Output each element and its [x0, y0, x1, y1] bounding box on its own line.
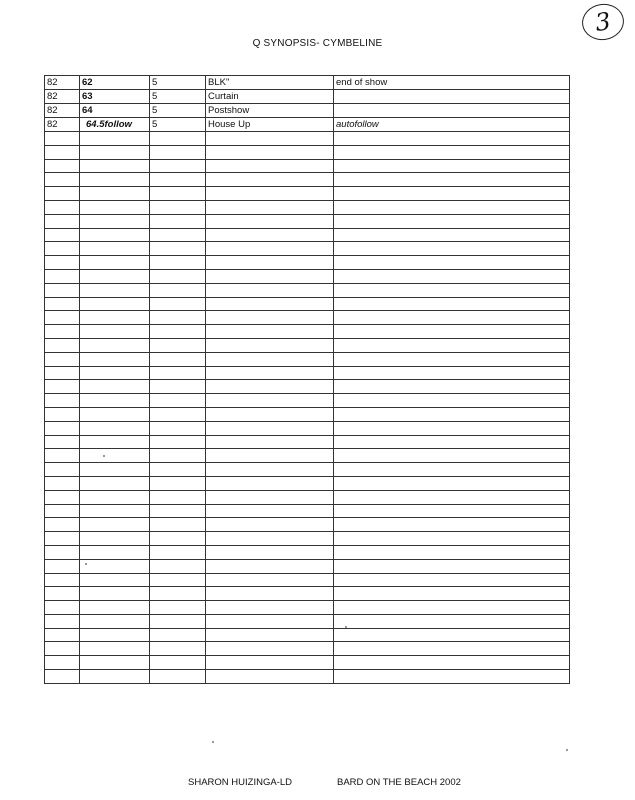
empty-cell	[80, 545, 150, 559]
empty-table-row	[45, 421, 570, 435]
empty-cell	[334, 394, 570, 408]
empty-cell	[334, 545, 570, 559]
empty-cell	[80, 518, 150, 532]
empty-cell	[150, 366, 206, 380]
empty-cell	[334, 145, 570, 159]
empty-cell	[80, 132, 150, 146]
empty-cell	[150, 407, 206, 421]
empty-table-row	[45, 269, 570, 283]
empty-cell	[45, 435, 80, 449]
empty-table-row	[45, 159, 570, 173]
cell-cue-number: 62	[80, 76, 150, 90]
empty-table-row	[45, 338, 570, 352]
empty-cell	[206, 145, 334, 159]
empty-cell	[80, 573, 150, 587]
empty-cell	[206, 587, 334, 601]
empty-cell	[45, 187, 80, 201]
empty-cell	[80, 366, 150, 380]
empty-cell	[150, 394, 206, 408]
empty-table-row	[45, 656, 570, 670]
empty-cell	[150, 463, 206, 477]
empty-cell	[334, 601, 570, 615]
empty-cell	[334, 490, 570, 504]
empty-cell	[80, 463, 150, 477]
empty-table-row	[45, 642, 570, 656]
empty-cell	[334, 421, 570, 435]
empty-cell	[80, 256, 150, 270]
empty-table-row	[45, 559, 570, 573]
empty-table-row	[45, 670, 570, 684]
empty-cell	[80, 214, 150, 228]
empty-cell	[150, 476, 206, 490]
empty-cell	[80, 656, 150, 670]
empty-cell	[45, 200, 80, 214]
cell-cue-number: 64.5follow	[80, 118, 150, 132]
empty-cell	[80, 269, 150, 283]
table-row	[45, 104, 570, 118]
empty-cell	[150, 338, 206, 352]
empty-cell	[45, 504, 80, 518]
empty-cell	[206, 559, 334, 573]
empty-cell	[334, 407, 570, 421]
empty-table-row	[45, 628, 570, 642]
empty-cell	[80, 228, 150, 242]
empty-cell	[150, 573, 206, 587]
empty-cell	[206, 504, 334, 518]
empty-cell	[45, 476, 80, 490]
empty-cell	[206, 518, 334, 532]
empty-cell	[45, 670, 80, 684]
empty-cell	[206, 187, 334, 201]
empty-cell	[80, 587, 150, 601]
empty-cell	[334, 159, 570, 173]
empty-cell	[80, 601, 150, 615]
empty-cell	[150, 242, 206, 256]
table-row	[45, 118, 570, 132]
empty-cell	[150, 311, 206, 325]
empty-cell	[45, 256, 80, 270]
document-title: Q SYNOPSIS- CYMBELINE	[252, 38, 383, 49]
scan-speck	[212, 741, 214, 743]
empty-cell	[206, 490, 334, 504]
empty-cell	[206, 380, 334, 394]
empty-cell	[334, 532, 570, 546]
empty-cell	[45, 311, 80, 325]
empty-table-row	[45, 380, 570, 394]
empty-table-row	[45, 352, 570, 366]
empty-cell	[150, 504, 206, 518]
empty-cell	[206, 132, 334, 146]
empty-cell	[80, 159, 150, 173]
empty-cell	[45, 642, 80, 656]
empty-cell	[334, 380, 570, 394]
empty-cell	[150, 352, 206, 366]
empty-cell	[80, 559, 150, 573]
empty-cell	[334, 573, 570, 587]
empty-cell	[45, 614, 80, 628]
empty-cell	[334, 559, 570, 573]
empty-cell	[80, 407, 150, 421]
cell-description: House Up	[206, 118, 334, 132]
empty-cell	[80, 490, 150, 504]
empty-cell	[45, 449, 80, 463]
empty-cell	[150, 228, 206, 242]
empty-cell	[150, 518, 206, 532]
cell-time: 5	[150, 90, 206, 104]
empty-cell	[334, 628, 570, 642]
empty-table-row	[45, 242, 570, 256]
empty-table-row	[45, 587, 570, 601]
empty-cell	[334, 132, 570, 146]
empty-cell	[45, 394, 80, 408]
empty-cell	[206, 532, 334, 546]
empty-cell	[150, 435, 206, 449]
empty-cell	[334, 463, 570, 477]
cell-page: 82	[45, 90, 80, 104]
table-row	[45, 76, 570, 90]
empty-cell	[206, 449, 334, 463]
empty-cell	[80, 173, 150, 187]
empty-cell	[45, 628, 80, 642]
empty-table-row	[45, 297, 570, 311]
cue-table-body	[45, 76, 570, 684]
empty-cell	[150, 200, 206, 214]
empty-cell	[206, 338, 334, 352]
empty-cell	[150, 628, 206, 642]
empty-cell	[206, 366, 334, 380]
empty-cell	[334, 587, 570, 601]
empty-cell	[45, 463, 80, 477]
empty-cell	[45, 656, 80, 670]
empty-table-row	[45, 256, 570, 270]
empty-table-row	[45, 518, 570, 532]
empty-cell	[334, 518, 570, 532]
empty-cell	[45, 407, 80, 421]
empty-cell	[334, 656, 570, 670]
empty-cell	[80, 435, 150, 449]
empty-table-row	[45, 200, 570, 214]
empty-cell	[334, 449, 570, 463]
empty-cell	[150, 670, 206, 684]
empty-cell	[150, 642, 206, 656]
empty-table-row	[45, 145, 570, 159]
cell-description: Curtain	[206, 90, 334, 104]
empty-cell	[334, 269, 570, 283]
empty-cell	[45, 490, 80, 504]
cell-description: Postshow	[206, 104, 334, 118]
empty-cell	[206, 242, 334, 256]
empty-cell	[45, 352, 80, 366]
table-row	[45, 90, 570, 104]
empty-cell	[150, 601, 206, 615]
empty-table-row	[45, 532, 570, 546]
empty-table-row	[45, 214, 570, 228]
empty-cell	[45, 421, 80, 435]
empty-cell	[150, 421, 206, 435]
empty-cell	[150, 490, 206, 504]
empty-cell	[206, 311, 334, 325]
empty-table-row	[45, 228, 570, 242]
empty-table-row	[45, 132, 570, 146]
empty-cell	[334, 352, 570, 366]
empty-cell	[80, 325, 150, 339]
empty-cell	[80, 394, 150, 408]
empty-cell	[206, 407, 334, 421]
empty-table-row	[45, 463, 570, 477]
empty-cell	[45, 269, 80, 283]
empty-cell	[80, 670, 150, 684]
empty-cell	[206, 656, 334, 670]
empty-table-row	[45, 601, 570, 615]
empty-cell	[45, 145, 80, 159]
empty-cell	[80, 449, 150, 463]
empty-cell	[150, 187, 206, 201]
empty-cell	[80, 338, 150, 352]
empty-cell	[334, 187, 570, 201]
empty-cell	[45, 159, 80, 173]
empty-cell	[334, 325, 570, 339]
empty-cell	[150, 614, 206, 628]
empty-cell	[334, 504, 570, 518]
empty-cell	[150, 449, 206, 463]
empty-cell	[150, 269, 206, 283]
empty-cell	[150, 145, 206, 159]
empty-cell	[150, 532, 206, 546]
empty-cell	[45, 545, 80, 559]
empty-cell	[150, 283, 206, 297]
empty-cell	[206, 297, 334, 311]
empty-cell	[150, 256, 206, 270]
empty-cell	[150, 297, 206, 311]
empty-table-row	[45, 476, 570, 490]
empty-cell	[206, 214, 334, 228]
empty-table-row	[45, 173, 570, 187]
empty-table-row	[45, 311, 570, 325]
empty-cell	[206, 601, 334, 615]
empty-table-row	[45, 325, 570, 339]
empty-cell	[80, 504, 150, 518]
empty-cell	[45, 338, 80, 352]
cell-note: autofollow	[334, 118, 570, 132]
empty-cell	[334, 173, 570, 187]
empty-table-row	[45, 504, 570, 518]
empty-cell	[80, 476, 150, 490]
empty-table-row	[45, 394, 570, 408]
cell-page: 82	[45, 104, 80, 118]
empty-cell	[45, 283, 80, 297]
empty-table-row	[45, 435, 570, 449]
empty-cell	[206, 421, 334, 435]
empty-cell	[45, 559, 80, 573]
empty-cell	[206, 545, 334, 559]
empty-cell	[80, 283, 150, 297]
empty-cell	[334, 200, 570, 214]
cell-time: 5	[150, 104, 206, 118]
cell-note: end of show	[334, 76, 570, 90]
empty-cell	[80, 380, 150, 394]
empty-cell	[150, 132, 206, 146]
empty-cell	[45, 297, 80, 311]
empty-cell	[206, 269, 334, 283]
empty-cell	[80, 421, 150, 435]
empty-cell	[334, 311, 570, 325]
empty-cell	[206, 228, 334, 242]
empty-cell	[206, 463, 334, 477]
cell-cue-number: 64	[80, 104, 150, 118]
empty-cell	[334, 256, 570, 270]
empty-table-row	[45, 449, 570, 463]
empty-cell	[45, 587, 80, 601]
empty-cell	[206, 670, 334, 684]
empty-cell	[334, 642, 570, 656]
scan-speck	[103, 455, 105, 457]
scan-speck	[566, 749, 568, 751]
empty-table-row	[45, 573, 570, 587]
empty-cell	[334, 214, 570, 228]
empty-table-row	[45, 490, 570, 504]
cue-table	[44, 75, 570, 684]
empty-cell	[334, 670, 570, 684]
empty-cell	[206, 283, 334, 297]
empty-cell	[150, 587, 206, 601]
empty-cell	[80, 532, 150, 546]
empty-cell	[45, 214, 80, 228]
empty-cell	[206, 435, 334, 449]
empty-table-row	[45, 366, 570, 380]
empty-cell	[334, 297, 570, 311]
empty-cell	[80, 145, 150, 159]
empty-cell	[150, 325, 206, 339]
empty-cell	[45, 366, 80, 380]
empty-table-row	[45, 407, 570, 421]
empty-cell	[334, 242, 570, 256]
empty-cell	[334, 228, 570, 242]
empty-cell	[334, 366, 570, 380]
empty-cell	[334, 338, 570, 352]
empty-cell	[206, 352, 334, 366]
cell-note	[334, 90, 570, 104]
empty-cell	[150, 656, 206, 670]
cell-page: 82	[45, 76, 80, 90]
empty-cell	[45, 380, 80, 394]
footer-company: BARD ON THE BEACH 2002	[337, 777, 461, 788]
empty-cell	[206, 394, 334, 408]
empty-cell	[45, 242, 80, 256]
empty-cell	[334, 283, 570, 297]
empty-cell	[45, 228, 80, 242]
cell-time: 5	[150, 76, 206, 90]
empty-table-row	[45, 545, 570, 559]
empty-cell	[206, 159, 334, 173]
cell-time: 5	[150, 118, 206, 132]
empty-cell	[45, 518, 80, 532]
empty-cell	[206, 614, 334, 628]
empty-cell	[150, 214, 206, 228]
handwritten-page-number: 3	[580, 1, 627, 42]
empty-cell	[206, 173, 334, 187]
empty-cell	[80, 642, 150, 656]
empty-cell	[150, 159, 206, 173]
empty-cell	[150, 545, 206, 559]
empty-cell	[206, 573, 334, 587]
empty-cell	[150, 559, 206, 573]
empty-cell	[150, 380, 206, 394]
empty-cell	[80, 352, 150, 366]
footer-designer: SHARON HUIZINGA-LD	[188, 777, 292, 788]
empty-cell	[206, 642, 334, 656]
empty-cell	[45, 132, 80, 146]
empty-table-row	[45, 614, 570, 628]
empty-cell	[150, 173, 206, 187]
cell-note	[334, 104, 570, 118]
scan-speck	[85, 563, 87, 565]
cell-description: BLK"	[206, 76, 334, 90]
scan-speck	[345, 626, 347, 628]
empty-cell	[45, 173, 80, 187]
empty-cell	[206, 200, 334, 214]
empty-table-row	[45, 187, 570, 201]
empty-cell	[80, 614, 150, 628]
empty-cell	[206, 256, 334, 270]
empty-cell	[80, 311, 150, 325]
empty-cell	[206, 628, 334, 642]
empty-cell	[334, 476, 570, 490]
empty-cell	[206, 325, 334, 339]
empty-cell	[80, 297, 150, 311]
empty-cell	[45, 601, 80, 615]
empty-cell	[206, 476, 334, 490]
empty-cell	[80, 628, 150, 642]
cell-cue-number: 63	[80, 90, 150, 104]
empty-cell	[45, 573, 80, 587]
empty-cell	[80, 242, 150, 256]
empty-cell	[334, 435, 570, 449]
empty-table-row	[45, 283, 570, 297]
empty-cell	[334, 614, 570, 628]
empty-cell	[80, 187, 150, 201]
empty-cell	[45, 325, 80, 339]
empty-cell	[45, 532, 80, 546]
empty-cell	[80, 200, 150, 214]
cell-page: 82	[45, 118, 80, 132]
